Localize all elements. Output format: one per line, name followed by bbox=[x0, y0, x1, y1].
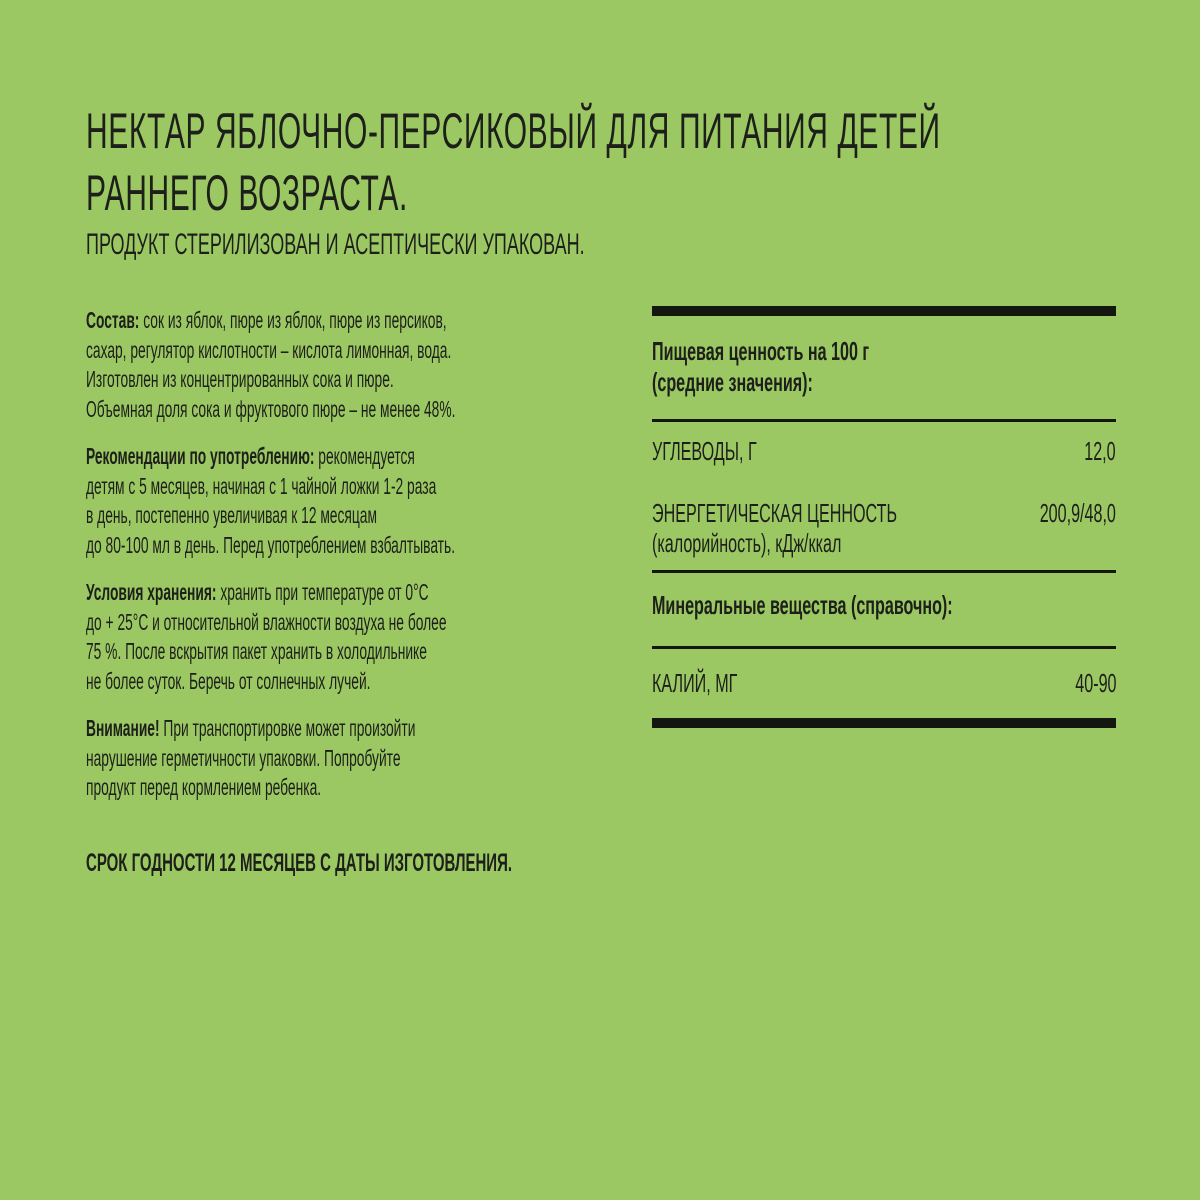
title-line-1: НЕКТАР ЯБЛОЧНО-ПЕРСИКОВЫЙ ДЛЯ ПИТАНИЯ ДЕТЕЙ bbox=[86, 103, 941, 159]
storage-section bbox=[86, 578, 638, 696]
composition-section bbox=[86, 306, 638, 424]
recommendations-text-4: до 80-100 мл в день. Перед употреблением взбалтывать. bbox=[86, 531, 456, 558]
recommendations-label: Рекомендации по употреблению: bbox=[86, 443, 315, 469]
composition-text-1: сок из яблок, пюре из яблок, пюре из персиков, bbox=[139, 307, 447, 333]
carbs-label: УГЛЕВОДЫ, Г bbox=[652, 436, 757, 466]
warning-text-1: При транспортировке может произойти bbox=[159, 715, 416, 741]
recommendations-section bbox=[86, 442, 638, 560]
product-description bbox=[86, 306, 638, 821]
nutrition-heading-1: Пищевая ценность на 100 г bbox=[652, 336, 870, 366]
storage-text-3: 75 %. После вскрытия пакет хранить в холодильнике bbox=[86, 638, 427, 664]
composition-text-2: сахар, регулятор кислотности – кислота лимонная, вода. bbox=[86, 336, 452, 363]
warning-text-3: продукт перед кормлением ребенка. bbox=[86, 774, 322, 800]
nutrition-heading-2: (средние значения): bbox=[652, 367, 813, 397]
potassium-value: 40-90 bbox=[1074, 668, 1116, 698]
storage-label: Условия хранения: bbox=[86, 579, 217, 605]
recommendations-text-2: детям с 5 месяцев, начиная с 1 чайной ложки 1-2 раза bbox=[86, 472, 437, 499]
storage-text-1: хранить при температуре от 0°С bbox=[216, 579, 429, 605]
storage-text-4: не более суток. Беречь от солнечных лучей. bbox=[86, 667, 371, 694]
warning-label: Внимание! bbox=[86, 715, 160, 741]
minerals-heading: Минеральные вещества (справочно): bbox=[652, 590, 953, 620]
heading-rule bbox=[652, 419, 1116, 422]
sterilization-note: ПРОДУКТ СТЕРИЛИЗОВАН И АСЕПТИЧЕСКИ УПАКОВАН. bbox=[86, 228, 585, 261]
recommendations-text-3: в день, постепенно увеличивая к 12 месяцам bbox=[86, 502, 377, 528]
warning-section bbox=[86, 714, 638, 803]
recommendations-text-1: рекомендуется bbox=[314, 443, 415, 469]
composition-label: Состав: bbox=[86, 307, 140, 333]
warning-text-2: нарушение герметичности упаковки. Попробуйте bbox=[86, 744, 401, 771]
energy-rule bbox=[652, 570, 1116, 573]
shelf-life: СРОК ГОДНОСТИ 12 МЕСЯЦЕВ С ДАТЫ ИЗГОТОВЛЕНИЯ. bbox=[86, 849, 513, 877]
product-title bbox=[86, 100, 1046, 224]
table-bottom-rule bbox=[652, 718, 1116, 728]
composition-text-4: Объемная доля сока и фруктового пюре – не менее 48%. bbox=[86, 395, 456, 422]
energy-value: 200,9/48,0 bbox=[1039, 498, 1116, 528]
energy-sublabel: (калорийность), кДж/ккал bbox=[652, 528, 842, 558]
storage-text-2: до + 25°С и относительной влажности воздуха не более bbox=[86, 608, 447, 635]
carbs-value: 12,0 bbox=[1084, 436, 1116, 466]
minerals-rule bbox=[652, 646, 1116, 649]
title-line-2: РАННЕГО ВОЗРАСТА. bbox=[86, 165, 408, 221]
potassium-label: КАЛИЙ, МГ bbox=[652, 668, 738, 698]
composition-text-3: Изготовлен из концентрированных сока и пюре. bbox=[86, 366, 394, 392]
energy-label: ЭНЕРГЕТИЧЕСКАЯ ЦЕННОСТЬ bbox=[652, 498, 898, 528]
table-top-rule bbox=[652, 306, 1116, 316]
